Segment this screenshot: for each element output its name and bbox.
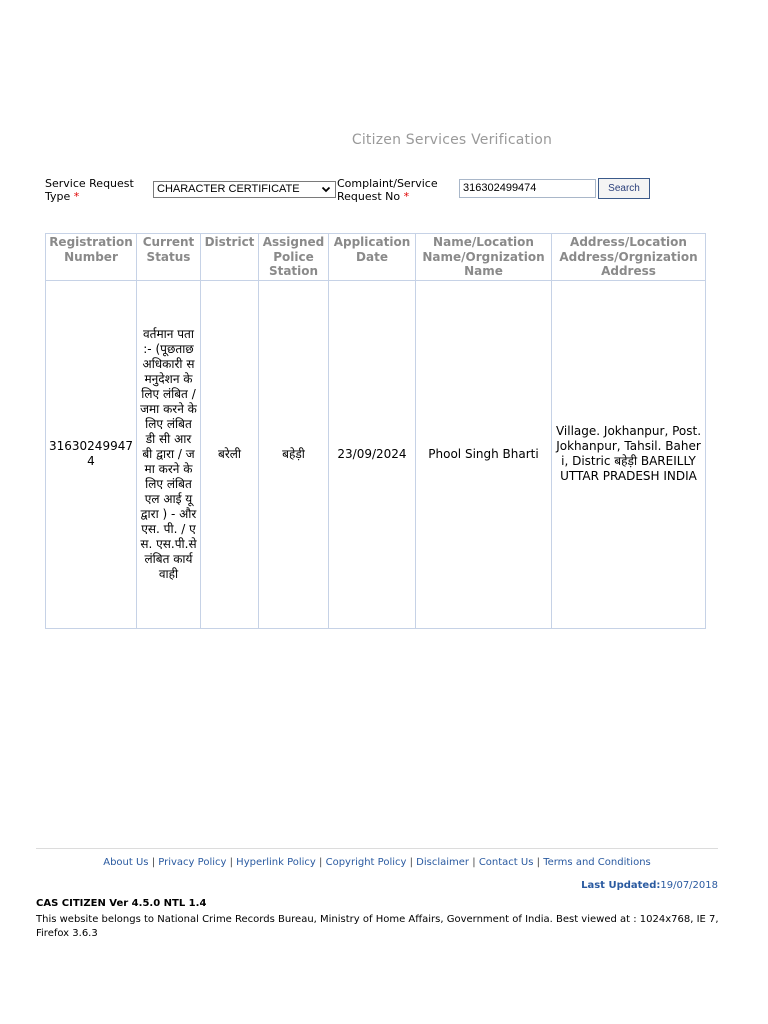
header-police-station: Assigned Police Station — [259, 234, 329, 281]
footer-separator: | — [151, 857, 156, 868]
footer-separator: | — [319, 857, 323, 868]
header-registration-number: Registration Number — [46, 234, 137, 281]
header-application-date: Application Date — [329, 234, 416, 281]
footer-links — [36, 857, 718, 868]
last-updated-value: 19/07/2018 — [660, 880, 718, 891]
table-row — [46, 280, 706, 628]
cell-name: Phool Singh Bharti — [416, 280, 552, 628]
table-header-row — [46, 234, 706, 281]
header-district: District — [201, 234, 259, 281]
required-mark: * — [403, 190, 410, 203]
footer-separator: | — [536, 857, 540, 868]
cell-application-date: 23/09/2024 — [329, 280, 416, 628]
chevron-down-icon — [320, 182, 332, 197]
footer-separator: | — [472, 857, 476, 868]
footer-link-terms[interactable]: Terms and Conditions — [543, 857, 651, 868]
header-address: Address/Location Address/Orgnization Address — [552, 234, 706, 281]
last-updated — [581, 880, 718, 891]
footer-separator: | — [229, 857, 233, 868]
results-table — [45, 233, 706, 629]
cell-current-status: वर्तमान पता :- (पूछताछ अधिकारी समनुदेशन के लिए लंबित / जमा करने के लिए लंबित डी सी आर बी द्वारा / जमा करने के लिए लंबित एल आई यू द्वारा ) - और एस. पी. / एस. एस.पी.से लंबित कार्यवाही — [137, 280, 201, 628]
service-type-select[interactable] — [153, 181, 336, 198]
service-type-value: CHARACTER CERTIFICATE — [157, 183, 300, 195]
footer-link-about-us[interactable]: About Us — [103, 857, 149, 868]
header-name: Name/Location Name/Orgnization Name — [416, 234, 552, 281]
header-current-status: Current Status — [137, 234, 201, 281]
service-type-label: Service Request Type * — [45, 177, 134, 203]
search-button[interactable]: Search — [598, 178, 650, 199]
cell-police-station: बहेड़ी — [259, 280, 329, 628]
request-no-label: Complaint/Service Request No * — [337, 177, 438, 203]
last-updated-label: Last Updated: — [581, 880, 661, 891]
cell-address: Village. Jokhanpur, Post. Jokhanpur, Tahsil. Baheri, Distric बहेड़ी BAREILLY UTTAR PRADESH INDIA — [552, 280, 706, 628]
search-form — [45, 177, 705, 207]
request-no-input[interactable]: 316302499474 — [459, 179, 596, 198]
page-title: Citizen Services Verification — [351, 132, 553, 148]
footer-link-hyperlink-policy[interactable]: Hyperlink Policy — [236, 857, 316, 868]
site-disclaimer: This website belongs to National Crime Records Bureau, Ministry of Home Affairs, Government of India. Best viewed at : 1024x768, IE 7, Firefox 3.6.3 — [36, 914, 719, 939]
footer-link-privacy-policy[interactable]: Privacy Policy — [158, 857, 227, 868]
version-text: CAS CITIZEN Ver 4.5.0 NTL 1.4 — [36, 898, 207, 909]
footer-divider — [36, 848, 718, 849]
cell-district: बरेली — [201, 280, 259, 628]
footer-link-copyright-policy[interactable]: Copyright Policy — [325, 857, 407, 868]
cell-registration-number: 316302499474 — [46, 280, 137, 628]
footer-link-contact-us[interactable]: Contact Us — [478, 857, 534, 868]
footer-link-disclaimer[interactable]: Disclaimer — [416, 857, 470, 868]
footer-separator: | — [409, 857, 413, 868]
required-mark: * — [73, 190, 80, 203]
